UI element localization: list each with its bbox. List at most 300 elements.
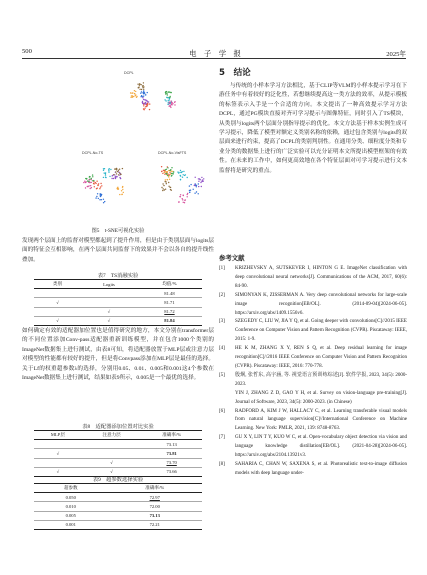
tsne-point	[103, 202, 104, 203]
table-row	[34, 316, 202, 325]
tsne-point	[89, 176, 90, 177]
tsne-label-dcpl: DCPL	[124, 71, 134, 75]
tsne-point	[170, 101, 171, 102]
tsne-point	[167, 94, 168, 95]
tsne-point	[134, 90, 135, 91]
table-header-cell: 均值/%	[137, 280, 202, 289]
tsne-point	[203, 178, 204, 179]
table-cell: 73.66	[141, 467, 202, 476]
tsne-point	[167, 174, 168, 175]
reference-text: HE K M, ZHANG X Y, REN S Q, et al. Deep residual learning for image recognition[C]//2016 IEEE Conference on Computer Vision and Pattern Recognition (CVPR). Piscataway: IEEE, 2016: 770-778.	[235, 346, 407, 369]
tsne-point	[89, 182, 90, 183]
tsne-point	[171, 102, 172, 103]
journal-name: 电 子 学 报	[189, 49, 241, 58]
tsne-point	[91, 187, 92, 188]
tsne-point	[166, 93, 167, 94]
tsne-point	[168, 186, 169, 187]
tsne-point	[182, 171, 183, 172]
tsne-point	[165, 93, 166, 94]
tsne-point	[142, 97, 143, 98]
tsne-point	[108, 169, 109, 170]
reference-item	[219, 390, 407, 408]
table-header-cell: MLP层	[34, 431, 82, 440]
tsne-point	[104, 201, 105, 202]
table-row	[34, 502, 202, 511]
tsne-point	[142, 96, 143, 97]
paragraph-ablation: 发现两个层面上的监督对模型都起到了提升作用，但是由于类别层面与logits层面的特征会互相影响，在两个层面共同监督下的效果并不会以各自的提升线性叠加。	[22, 238, 214, 263]
tsne-point	[111, 178, 112, 179]
tsne-point	[114, 176, 115, 177]
page-number: 500	[22, 48, 32, 55]
tsne-point	[173, 171, 174, 172]
tsne-point	[184, 200, 185, 201]
tsne-point	[142, 103, 143, 104]
tsne-point	[161, 171, 162, 172]
tsne-point	[119, 169, 120, 170]
tsne-point	[139, 85, 140, 86]
tsne-point	[148, 101, 149, 102]
tsne-point	[162, 173, 163, 174]
table-row	[34, 289, 202, 298]
table-row	[34, 298, 202, 307]
table-cell: 0.005	[34, 511, 107, 520]
table-cell: 0.010	[34, 502, 107, 511]
tsne-point	[170, 107, 171, 108]
table-header-cell: 准确率/%	[141, 431, 202, 440]
tsne-point	[168, 103, 169, 104]
tsne-point	[120, 174, 121, 175]
tsne-point	[105, 177, 106, 178]
tsne-point	[109, 176, 110, 177]
tsne-point	[121, 190, 122, 191]
tsne-point	[169, 106, 170, 107]
table-cell	[34, 458, 82, 467]
tsne-point	[163, 170, 164, 171]
tsne-point	[169, 172, 170, 173]
tsne-point	[97, 184, 98, 185]
table-cell: √	[34, 449, 82, 458]
tsne-point	[177, 171, 178, 172]
tsne-point	[83, 182, 84, 183]
tsne-point	[137, 84, 138, 85]
reference-number: [6]	[219, 408, 225, 414]
tsne-point	[142, 101, 143, 102]
reference-text: GU X Y, LIN T Y, KUO W C, et al. Open-vocabulary object detection via vision and language knowledge distillation[EB/OL]. (2021-04-28)[2024-06-05]. https://arxiv.org/abs/2104.13921v3.	[235, 435, 407, 459]
tsne-point	[92, 176, 93, 177]
table-cell: 73.13	[107, 511, 202, 520]
tsne-point	[142, 87, 143, 88]
tsne-point	[149, 103, 150, 104]
tsne-point	[122, 168, 123, 169]
tsne-point	[195, 177, 196, 178]
table7	[34, 279, 202, 326]
tsne-point	[167, 92, 168, 93]
tsne-point	[144, 109, 145, 110]
tsne-point	[118, 174, 119, 175]
table-row	[34, 449, 202, 458]
tsne-point	[143, 90, 144, 91]
reference-text: RADFORD A, KIM J W, HALLACY C, et al. Learning transferable visual models from natural language supervision[C]//International Conference on Machine Learning. New York: PMLR, 2021, 139: 8748-8763.	[235, 408, 407, 432]
tsne-point	[141, 89, 142, 90]
tsne-point	[141, 84, 142, 85]
table-header-cell: Logits	[81, 280, 137, 289]
tsne-point	[118, 170, 119, 171]
tsne-point	[179, 172, 180, 173]
tsne-point	[113, 178, 114, 179]
tsne-point	[105, 174, 106, 175]
tsne-point	[141, 91, 142, 92]
tsne-point	[149, 109, 150, 110]
tsne-point	[116, 168, 117, 169]
section-title: 5 结论	[219, 68, 251, 78]
tsne-point	[139, 89, 140, 90]
reference-text: SIMONYAN K, ZISSERMAN A. Very deep convolutional networks for large-scale image recognition[EB/OL]. (2014-09-04)[2024-06-05]. https://arxiv.org/abs/1409.1556v6.	[235, 292, 407, 316]
tsne-point	[95, 197, 96, 198]
tsne-point	[116, 173, 117, 174]
tsne-point	[169, 98, 170, 99]
tsne-point	[184, 175, 185, 176]
paragraph-adapter: 如何确定有效的适配器加位置也是值得研究的地方，本文分别在transformer层的不同位置添加Conv-pass适配器重新训练模型，并在包含1000个类别的ImageNet数据集上进行测试，由表8可知，将适配器放置于MLP层或注意力层对模型的性能都有较好的提升，但是将Convpass添加在MLP层是最佳的选择。关于Lf的权重超参数λ的选择，分别用0.05、0.01、0.005和0.001这4个参数在ImageNet数据集上进行测试，结果如表9所示，0.005是一个最优的选择。	[22, 328, 214, 382]
tsne-point	[131, 93, 132, 94]
tsne-point	[166, 173, 167, 174]
tsne-point	[166, 169, 167, 170]
tsne-point	[198, 183, 199, 184]
table-cell: 81.72	[137, 307, 202, 316]
tsne-point	[170, 96, 171, 97]
tsne-point	[114, 168, 115, 169]
table-header-row	[34, 431, 202, 440]
tsne-point	[171, 173, 172, 174]
tsne-point	[146, 100, 147, 101]
tsne-point	[174, 104, 175, 105]
table-cell: 81.48	[137, 289, 202, 298]
tsne-point	[165, 181, 166, 182]
table-cell: 73.81	[141, 449, 202, 458]
tsne-point	[168, 100, 169, 101]
table-cell	[81, 289, 137, 298]
tsne-point	[198, 178, 199, 179]
tsne-point	[122, 189, 123, 190]
tsne-point	[170, 106, 171, 107]
tsne-point	[200, 179, 201, 180]
tsne-point	[119, 194, 120, 195]
tsne-point	[196, 191, 197, 192]
tsne-point	[189, 192, 190, 193]
tsne-point	[143, 82, 144, 83]
table-cell	[81, 298, 137, 307]
tsne-point	[178, 201, 179, 202]
tsne-point	[193, 189, 194, 190]
tsne-point	[113, 174, 114, 175]
table-cell: 81.71	[137, 298, 202, 307]
tsne-point	[167, 167, 168, 168]
reference-item	[219, 434, 407, 461]
tsne-point	[168, 182, 169, 183]
table-header-cell: 注意力层	[82, 431, 141, 440]
tsne-point	[202, 181, 203, 182]
tsne-point	[96, 181, 97, 182]
reference-item	[219, 345, 407, 372]
tsne-point	[163, 185, 164, 186]
table-cell: 0.001	[34, 520, 107, 529]
tsne-point	[198, 193, 199, 194]
tsne-point	[88, 179, 89, 180]
tsne-point	[119, 177, 120, 178]
tsne-point	[101, 194, 102, 195]
tsne-point	[121, 194, 122, 195]
tsne-point	[95, 182, 96, 183]
table-header-cell: 类别	[34, 280, 81, 289]
tsne-point	[143, 89, 144, 90]
tsne-point	[117, 187, 118, 188]
tsne-point	[187, 177, 188, 178]
table-header-row	[34, 280, 202, 289]
tsne-point	[161, 166, 162, 167]
tsne-point	[161, 187, 162, 188]
tsne-point	[165, 171, 166, 172]
tsne-point	[123, 192, 124, 193]
table-header-row	[34, 484, 202, 493]
tsne-point	[115, 178, 116, 179]
tsne-point	[139, 83, 140, 84]
reference-item	[219, 292, 407, 319]
table-cell: 81.84	[137, 316, 202, 325]
tsne-panel-dcpl	[130, 82, 176, 110]
tsne-point	[103, 168, 104, 169]
tsne-point	[143, 99, 144, 100]
tsne-point	[190, 190, 191, 191]
table-cell: √	[82, 458, 141, 467]
tsne-point	[131, 95, 132, 96]
table-cell: √	[34, 298, 81, 307]
tsne-point	[143, 93, 144, 94]
tsne-point	[104, 172, 105, 173]
table-cell: 72.00	[107, 502, 202, 511]
reference-item	[219, 372, 407, 390]
tsne-point	[110, 169, 111, 170]
reference-number: [8]	[219, 461, 225, 467]
tsne-point	[183, 171, 184, 172]
tsne-point	[119, 172, 120, 173]
tsne-point	[169, 92, 170, 93]
tsne-point	[183, 174, 184, 175]
tsne-point	[100, 186, 101, 187]
reference-item	[219, 265, 407, 292]
table-cell	[82, 449, 141, 458]
tsne-point	[103, 177, 104, 178]
reference-number: [1]	[219, 266, 225, 271]
table-row	[34, 520, 202, 529]
tsne-point	[182, 199, 183, 200]
references-title: 参考文献	[219, 254, 245, 262]
tsne-point	[87, 186, 88, 187]
tsne-point	[170, 169, 171, 170]
table-cell: √	[82, 467, 141, 476]
tsne-point	[101, 185, 102, 186]
tsne-point	[135, 91, 136, 92]
tsne-point	[122, 187, 123, 188]
tsne-point	[108, 172, 109, 173]
tsne-point	[92, 180, 93, 181]
tsne-point	[190, 184, 191, 185]
tsne-point	[85, 182, 86, 183]
reference-item	[219, 461, 407, 479]
tsne-point	[194, 185, 195, 186]
tsne-point	[183, 202, 184, 203]
tsne-point	[133, 96, 134, 97]
table9	[34, 483, 202, 530]
tsne-point	[98, 183, 99, 184]
tsne-point	[115, 171, 116, 172]
tsne-point	[166, 91, 167, 92]
table-cell: √	[34, 467, 82, 476]
tsne-point	[147, 104, 148, 105]
tsne-point	[166, 97, 167, 98]
conclusion-paragraph: 与传统的小样本学习方法相比，基于CLIP等VLM的小样本提示学习在下游任务中有着较好的泛化性，若想继续提高这一类方法的效率，从提示模板的标签表示入手是一个合适的方向。本文提出了一种高效提示学习方法DCPL，通过PG模块直接对齐可学习提示与图像特征，同时引入了TS模块，从类别与logits两个层面分别指导提示的优化。本文方法基于样本实例生成可学习提示，降低了模型对额定义类别名称的依赖，通过包含类别与logits的双层面来进行约束，提高了DCPL的类别判别性。在通用分类、细粒度分类和专业分类的数据集上进行的广泛实验可以充分证明本文所提出模型框架的有效性。在未来的工作中，如何更高效地在各个特征层面对可学习提示进行文本监督将是研究的重点。	[219, 83, 407, 174]
tsne-point	[171, 167, 172, 168]
tsne-point	[189, 185, 190, 186]
tsne-point	[200, 182, 201, 183]
table-header-cell: 超参数	[34, 484, 107, 493]
tsne-point	[105, 172, 106, 173]
tsne-point	[165, 179, 166, 180]
tsne-point	[183, 195, 184, 196]
table-cell	[34, 289, 81, 298]
tsne-panel-no-visfts	[161, 166, 205, 203]
tsne-point	[167, 171, 168, 172]
tsne-point	[147, 92, 148, 93]
tsne-point	[140, 93, 141, 94]
table-row	[34, 440, 202, 449]
tsne-point	[171, 104, 172, 105]
tsne-point	[134, 93, 135, 94]
tsne-point	[132, 97, 133, 98]
reference-text: YIN J, ZHANG Z D, GAO Y H, et al. Survey on vision-language pre-training[J]. Journal of Software, 2023, 34(5): 2000-2023. (in Chinese)	[235, 390, 407, 405]
table-cell: 73.70	[141, 458, 202, 467]
table8-title: 表8 适配器添加位置对比实验	[82, 424, 154, 430]
reference-text: 殷炯, 张哲东, 高宇涵, 等. 视觉语言预训练综述[J]. 软件学报, 2023, 34(5): 2000-2023.	[235, 372, 407, 387]
table-cell: √	[34, 316, 81, 325]
table-cell: 73.13	[141, 440, 202, 449]
tsne-point	[143, 96, 144, 97]
table-cell: 0.050	[34, 493, 107, 502]
tsne-panel-no-ts	[83, 168, 124, 204]
table-row	[34, 458, 202, 467]
reference-number: [2]	[219, 292, 225, 298]
reference-text: SAHARIA C, CHAN W, SAXENA S, et al. Photorealistic text-to-image diffusion models with deep language under-	[235, 461, 407, 476]
reference-item	[219, 318, 407, 345]
tsne-point	[201, 177, 202, 178]
tsne-point	[187, 193, 188, 194]
tsne-point	[170, 189, 171, 190]
header-rule	[22, 58, 406, 59]
tsne-point	[85, 178, 86, 179]
tsne-point	[138, 87, 139, 88]
tsne-point	[87, 180, 88, 181]
tsne-point	[196, 186, 197, 187]
figure-caption: 图5 t-SNE可视化实验	[91, 228, 145, 234]
table9-title: 表9 超参数选择实验	[92, 477, 144, 483]
tsne-point	[101, 199, 102, 200]
tsne-point	[144, 108, 145, 109]
tsne-point	[103, 199, 104, 200]
tsne-point	[187, 196, 188, 197]
tsne-point	[182, 198, 183, 199]
tsne-point	[174, 101, 175, 102]
tsne-point	[145, 94, 146, 95]
tsne-point	[91, 179, 92, 180]
tsne-point	[117, 188, 118, 189]
tsne-point	[180, 170, 181, 171]
table-cell: 72.97	[107, 493, 202, 502]
tsne-figure	[72, 64, 222, 214]
tsne-point	[97, 193, 98, 194]
tsne-point	[97, 188, 98, 189]
tsne-point	[170, 187, 171, 188]
tsne-point	[92, 174, 93, 175]
reference-text: SZEGEDY C, LIU W, JIA Y Q, et al. Going deeper with convolutions[C]//2015 IEEE Conference on Computer Vision and Pattern Recognition (CVPR). Piscataway: IEEE, 2015: 1-9.	[235, 319, 407, 343]
tsne-point	[198, 186, 199, 187]
tsne-point	[99, 199, 100, 200]
tsne-point	[180, 179, 181, 180]
tsne-point	[167, 179, 168, 180]
tsne-point	[167, 175, 168, 176]
tsne-point	[143, 105, 144, 106]
tsne-point	[184, 202, 185, 203]
table-header-cell: 准确率/%	[107, 484, 202, 493]
tsne-point	[130, 92, 131, 93]
tsne-point	[135, 95, 136, 96]
tsne-point	[136, 96, 137, 97]
tsne-point	[164, 189, 165, 190]
tsne-point	[162, 183, 163, 184]
tsne-point	[180, 194, 181, 195]
tsne-point	[165, 100, 166, 101]
reference-list	[219, 265, 407, 479]
tsne-point	[198, 181, 199, 182]
tsne-point	[171, 171, 172, 172]
reference-text: KRIZHEVSKY A, SUTSKEVER I, HINTON G E. ImageNet classification with deep convolutional neural networks[J]. Communications of the ACM, 2017, 60(6): 84-90.	[235, 266, 407, 289]
table7-title: 表7 TS消融实验	[97, 273, 139, 279]
tsne-point	[182, 177, 183, 178]
table-cell: √	[81, 316, 137, 325]
table-cell: 72.21	[107, 520, 202, 529]
tsne-point	[194, 193, 195, 194]
tsne-point	[117, 171, 118, 172]
reference-number: [3]	[219, 319, 225, 325]
tsne-point	[145, 102, 146, 103]
tsne-label-no-visfts: DCPL-No-VisFTS	[158, 151, 187, 155]
tsne-point	[98, 198, 99, 199]
tsne-point	[90, 185, 91, 186]
tsne-point	[116, 176, 117, 177]
table-cell	[34, 307, 81, 316]
tsne-point	[96, 196, 97, 197]
table-row	[34, 307, 202, 316]
reference-number	[219, 390, 235, 408]
tsne-point	[90, 188, 91, 189]
tsne-point	[91, 182, 92, 183]
tsne-point	[166, 183, 167, 184]
tsne-point	[179, 196, 180, 197]
tsne-point	[171, 175, 172, 176]
reference-number: [7]	[219, 435, 225, 441]
tsne-point	[100, 193, 101, 194]
reference-item	[219, 408, 407, 435]
tsne-point	[172, 173, 173, 174]
reference-number: [4]	[219, 346, 225, 352]
tsne-point	[142, 85, 143, 86]
